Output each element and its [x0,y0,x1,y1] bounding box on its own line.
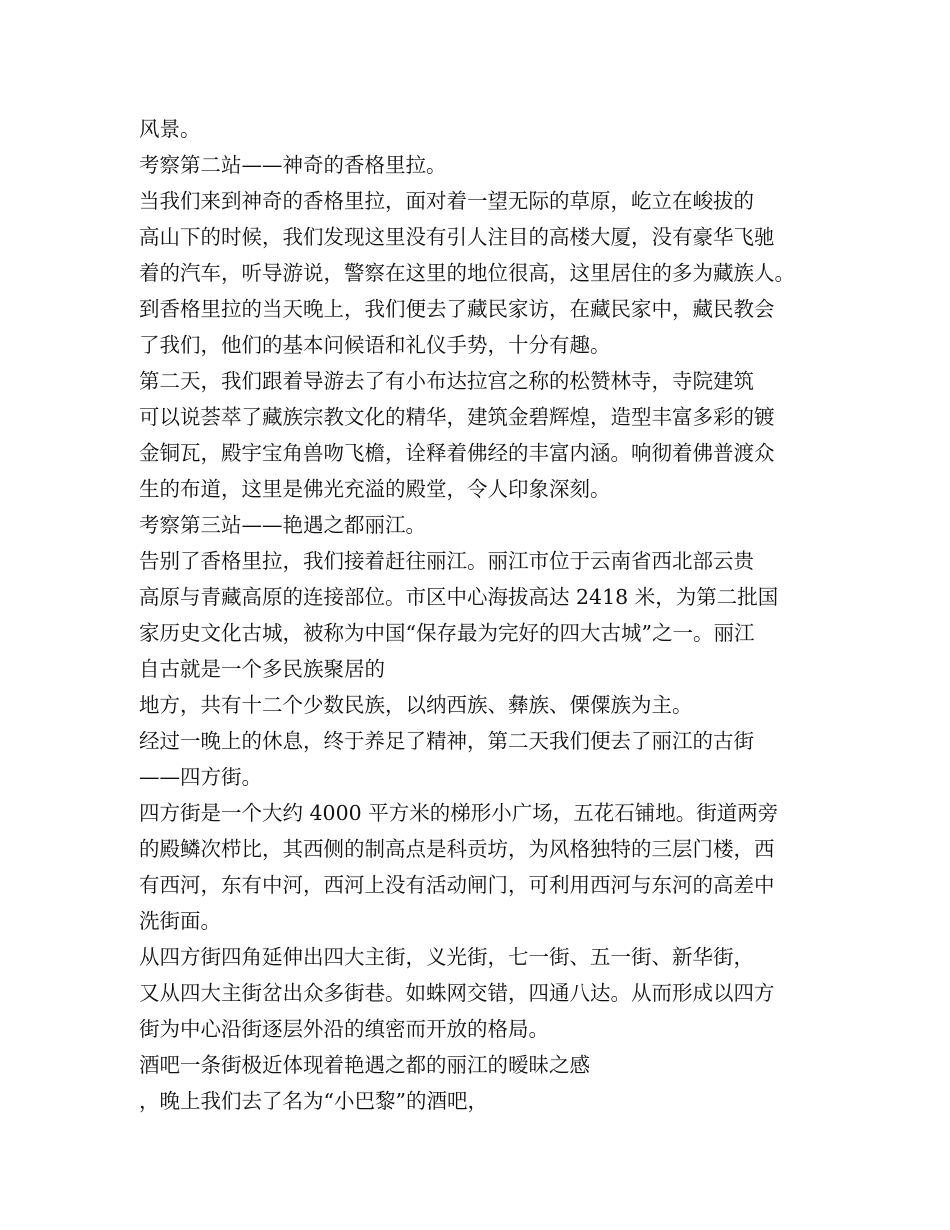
text-line: 从四方街四角延伸出四大主街，义光街，七一街、五一街、新华街， [139,945,754,969]
text-line: 经过一晚上的休息，终于养足了精神，第二天我们便去了丽江的古街 [139,729,754,753]
text-line: ——四方街。 [139,765,262,789]
text-line: 可以说荟萃了藏族宗教文化的精华，建筑金碧辉煌，造型丰富多彩的镀 [139,405,775,429]
text-line: 洗街面。 [139,909,221,933]
text-line: 到香格里拉的当天晚上，我们便去了藏民家访，在藏民家中，藏民教会 [139,297,775,321]
text-line: 金铜瓦，殿宇宝角兽吻飞檐，诠释着佛经的丰富内涵。响彻着佛普渡众 [139,441,775,465]
text-line: 的殿鳞次栉比，其西侧的制高点是科贡坊，为风格独特的三层门楼，西 [139,837,775,861]
text-line: 又从四大主街岔出众多街巷。如蛛网交错，四通八达。从而形成以四方 [139,981,775,1005]
text-line: 四方街是一个大约 4000 平方米的梯形小广场，五花石铺地。街道两旁 [139,801,779,825]
text-line: 酒吧一条街极近体现着艳遇之都的丽江的暧昧之感 [139,1053,590,1077]
text-line: 有西河，东有中河，西河上没有活动闸门，可利用西河与东河的高差中 [139,873,775,897]
text-line: 告别了香格里拉，我们接着赶往丽江。丽江市位于云南省西北部云贵 [139,549,754,573]
text-line: 生的布道，这里是佛光充溢的殿堂，令人印象深刻。 [139,477,611,501]
text-line: 着的汽车，听导游说，警察在这里的地位很高，这里居住的多为藏族人。 [139,261,795,285]
text-line: ，晚上我们去了名为“小巴黎”的酒吧， [139,1089,488,1113]
text-line: 风景。 [139,117,201,141]
text-line: 街为中心沿街逐层外沿的缜密而开放的格局。 [139,1017,549,1041]
text-line: 当我们来到神奇的香格里拉，面对着一望无际的草原，屹立在峻拔的 [139,189,754,213]
section-heading: 考察第三站——艳遇之都丽江。 [139,513,426,537]
text-line: 第二天，我们跟着导游去了有小布达拉宫之称的松赞林寺，寺院建筑 [139,369,754,393]
text-line: 考察第二站——神奇的香格里拉。 [139,153,447,177]
text-line: 地方，共有十二个少数民族，以纳西族、彝族、傈僳族为主。 [139,693,693,717]
text-line: 高山下的时候，我们发现这里没有引人注目的高楼大厦，没有豪华飞驰 [139,225,775,249]
text-line: 自古就是一个多民族聚居的 [139,657,385,681]
text-line: 家历史文化古城，被称为中国“保存最为完好的四大古城”之一。丽江 [139,621,755,645]
text-line: 了我们，他们的基本问候语和礼仪手势，十分有趣。 [139,333,611,357]
text-line: 高原与青藏高原的连接部位。市区中心海拔高达 2418 米，为第二批国 [139,585,779,609]
